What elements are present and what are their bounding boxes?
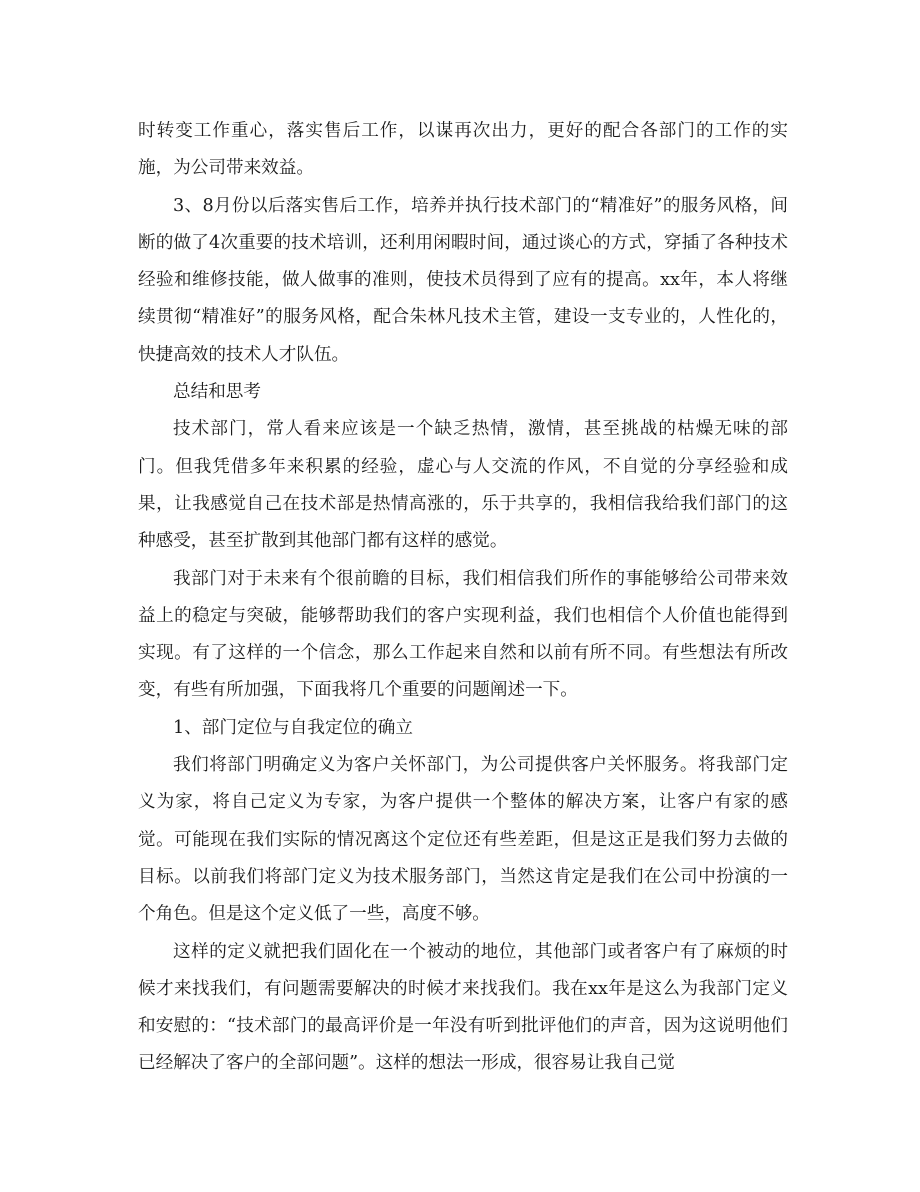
paragraph-1: 时转变工作重心，落实售后工作，以谋再次出力，更好的配合各部门的工作的实施，为公司带来效益。 xyxy=(138,121,788,179)
paragraph-3: 技术部门，常人看来应该是一个缺乏热情，激情，甚至挑战的枯燥无味的部门。但我凭借多年来积累的经验，虚心与人交流的作风，不自觉的分享经验和成果，让我感觉自己在技术部是热情高涨的，乐于共享的，我相信我给我们部门的这种感受，甚至扩散到其他部门都有这样的感觉。 xyxy=(138,419,788,552)
paragraph-4: 我部门对于未来有个很前瞻的目标，我们相信我们所作的事能够给公司带来效益上的稳定与突破，能够帮助我们的客户实现利益，我们也相信个人价值也能得到实现。有了这样的一个信念，那么工作起来自然和以前有所不同。有些想法有所改变，有些有所加强，下面我将几个重要的问题阐述一下。 xyxy=(138,568,788,701)
paragraph-6: 这样的定义就把我们固化在一个被动的地位，其他部门或者客户有了麻烦的时候才来找我们，有问题需要解决的时候才来找我们。我在xx年是这么为我部门定义和安慰的：“技术部门的最高评价是一年没有听到批评他们的声音，因为这说明他们已经解决了客户的全部问题”。这样的想法一形成，很容易让我自己觉 xyxy=(138,941,788,1074)
paragraph-5: 我们将部门明确定义为客户关怀部门，为公司提供客户关怀服务。将我部门定义为家，将自己定义为专家，为客户提供一个整体的解决方案，让客户有家的感觉。可能现在我们实际的情况离这个定位还有些差距，但是这正是我们努力去做的目标。以前我们将部门定义为技术服务部门，当然这肯定是我们在公司中扮演的一个角色。但是这个定义低了一些，高度不够。 xyxy=(138,755,788,925)
section-heading-summary: 总结和思考 xyxy=(173,382,261,403)
paragraph-2: 3、8月份以后落实售后工作，培养并执行技术部门的“精准好”的服务风格，间断的做了4次重要的技术培训，还利用闲暇时间，通过谈心的方式，穿插了各种技术经验和维修技能，做人做事的准则，使技术员得到了应有的提高。xx年，本人将继续贯彻“精准好”的服务风格，配合朱林凡技术主管，建设一支专业的，人性化的，快捷高效的技术人才队伍。 xyxy=(138,195,788,365)
section-heading-positioning: 1、部门定位与自我定位的确立 xyxy=(173,717,413,738)
document-page xyxy=(138,113,788,1083)
